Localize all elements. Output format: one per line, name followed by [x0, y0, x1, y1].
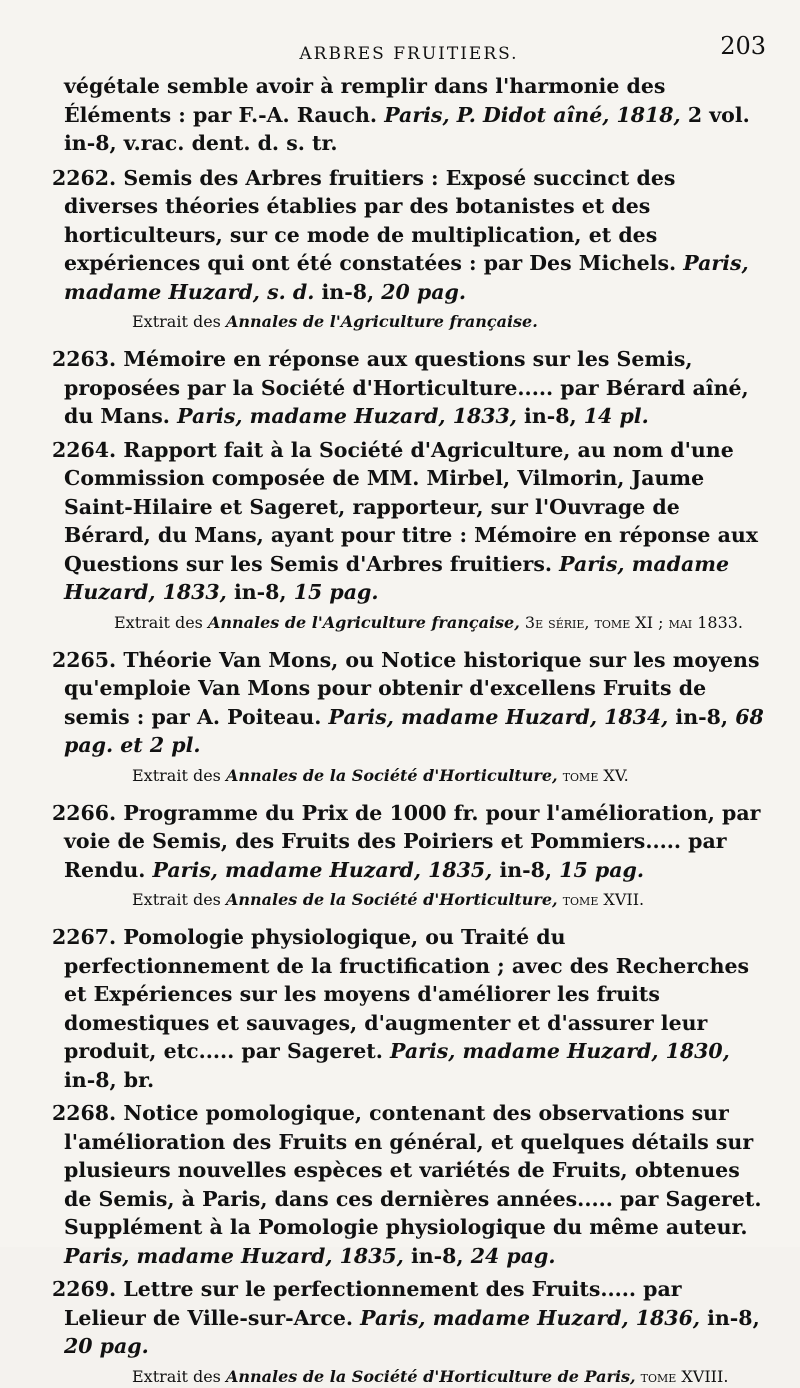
entry-pagination: 15 pag. [293, 580, 379, 604]
entry-number: 2268. [52, 1101, 117, 1125]
entry-imprint: Paris, madame Huzard, 1830, [390, 1039, 730, 1063]
continuation-text: végétale semble avoir à remplir dans l'harmonie des Éléments : par F.-A. Rauch. [64, 74, 666, 127]
entry-number: 2263. [52, 347, 117, 371]
entry-imprint: Paris, madame Huzard, 1836, [360, 1305, 700, 1330]
entry-format: in-8, [668, 704, 736, 729]
entry-format: in-8, [314, 279, 382, 304]
entry-number: 2265. [52, 647, 117, 672]
extract-source: Annales de l'Agriculture française, [207, 612, 520, 632]
extract-prefix: Extrait des [132, 765, 226, 785]
extract-prefix: Extrait des [132, 312, 226, 331]
extract-source: Annales de la Société d'Horticulture, [225, 890, 558, 909]
entry-imprint: Paris, madame Huzard, 1835, [152, 857, 493, 882]
entry-text: Pomologie physiologique, ou Traité du perfectionnement de la fructification ; avec des Recherches et Expériences sur les moyens d'améliorer les fruits domestiques et sauvages, d'augmenter et d'assurer leur produit, etc..... par Sageret. [64, 925, 750, 1063]
bibliography-entry [52, 799, 766, 885]
extract-detail: tome XVII. [557, 890, 645, 909]
bibliography-entry [52, 164, 766, 307]
bibliography-entry [52, 436, 766, 607]
bibliography-entry [52, 646, 766, 760]
entry-imprint: Paris, madame Huzard, 1834, [328, 704, 669, 729]
entry-number: 2269. [52, 1277, 117, 1301]
entry-format: in-8, [403, 1243, 471, 1268]
entry-text: Semis des Arbres fruitiers : Exposé succinct des diverses théories établies par des botanistes et des horticulteurs, sur ce mode de multiplication, et des expériences qui ont été constatées : par Des Michels. [64, 165, 684, 275]
extract-detail: tome XV. [557, 765, 629, 785]
entry-text: Programme du Prix de 1000 fr. pour l'amélioration, par voie de Semis, des Fruits des Poiriers et Pommiers..... par Rendu. [64, 800, 761, 882]
entry-text: Théorie Van Mons, ou Notice historique sur les moyens qu'emploie Van Mons pour obtenir d'excellens Fruits de semis : par A. Poiteau. [64, 647, 760, 729]
extract-detail: tome XVIII. [635, 1366, 729, 1386]
entry-text: Notice pomologique, contenant des observations sur l'amélioration des Fruits en général, et quelques détails sur plusieurs nouvelles espèces et variétés de Fruits, obtenues de Semis, à Paris, dans ces dernières années..... par Sageret. Supplément à la Pomologie physiologique du même auteur. [64, 1101, 762, 1239]
extract-source: Annales de l'Agriculture française. [225, 312, 538, 331]
bibliography-entry [52, 345, 766, 431]
entries-list [52, 164, 766, 1388]
extract-source: Annales de la Société d'Horticulture de Paris, [225, 1366, 636, 1386]
entry-imprint: Paris, madame Huzard, s. d. [64, 251, 749, 304]
entry-pagination: 20 pag. [64, 1334, 149, 1358]
entry-extract-note [132, 765, 766, 787]
running-title: ARBRES FRUITIERS. [299, 44, 519, 64]
entry-pagination: 14 pl. [583, 404, 649, 428]
continuation-tail: 2 vol. in-8, v.rac. dent. d. s. tr. [64, 102, 750, 155]
page-number: 203 [720, 32, 766, 60]
entry-format: in-8, br. [64, 1067, 155, 1092]
entry-format: in-8, [516, 404, 584, 428]
entry-extract-note [132, 889, 766, 911]
entry-format: in-8, [699, 1305, 760, 1330]
entry-extract-note [114, 612, 766, 634]
entry-pagination: 20 pag. [381, 279, 467, 304]
running-head [52, 32, 766, 72]
bibliography-entry [52, 923, 766, 1094]
bibliography-entry [52, 1275, 766, 1361]
entry-text: Rapport fait à la Société d'Agriculture, au nom d'une Commission composée de MM. Mirbel, Vilmorin, Jaume Saint-Hilaire et Sageret, rapporteur, sur l'Ouvrage de Bérard, du Mans, ayant pour titre : Mémoire en réponse aux Questions sur les Semis d'Arbres fruitiers. [64, 437, 759, 576]
entry-imprint: Paris, madame Huzard, 1833, [64, 551, 730, 604]
extract-prefix: Extrait des [114, 612, 208, 632]
continuation-paragraph [64, 72, 766, 158]
extract-prefix: Extrait des [132, 1366, 226, 1386]
entry-format: in-8, [492, 857, 560, 882]
extract-detail: 3e série, tome XI ; mai 1833. [519, 612, 744, 632]
entry-imprint: Paris, madame Huzard, 1833, [177, 404, 517, 428]
extract-source: Annales de la Société d'Horticulture, [225, 765, 558, 785]
entry-pagination: 68 pag. et 2 pl. [64, 704, 764, 757]
entry-number: 2264. [52, 437, 117, 462]
entry-format: in-8, [226, 580, 294, 604]
entry-text: Mémoire en réponse aux questions sur les Semis, proposées par la Société d'Horticulture..... par Bérard aîné, du Mans. [64, 347, 749, 428]
entry-number: 2266. [52, 800, 117, 825]
entry-pagination: 24 pag. [470, 1243, 556, 1268]
extract-prefix: Extrait des [132, 890, 226, 909]
entry-imprint: Paris, madame Huzard, 1835, [64, 1243, 404, 1268]
continuation-imprint: Paris, P. Didot aîné, 1818, [384, 102, 681, 127]
entry-pagination: 15 pag. [559, 857, 644, 882]
entry-text: Lettre sur le perfectionnement des Fruits..... par Lelieur de Ville-sur-Arce. [64, 1277, 682, 1330]
bibliography-entry [52, 1099, 766, 1270]
entry-number: 2267. [52, 925, 117, 949]
entry-number: 2262. [52, 165, 117, 190]
entry-extract-note [132, 311, 766, 333]
entry-extract-note [132, 1366, 766, 1388]
